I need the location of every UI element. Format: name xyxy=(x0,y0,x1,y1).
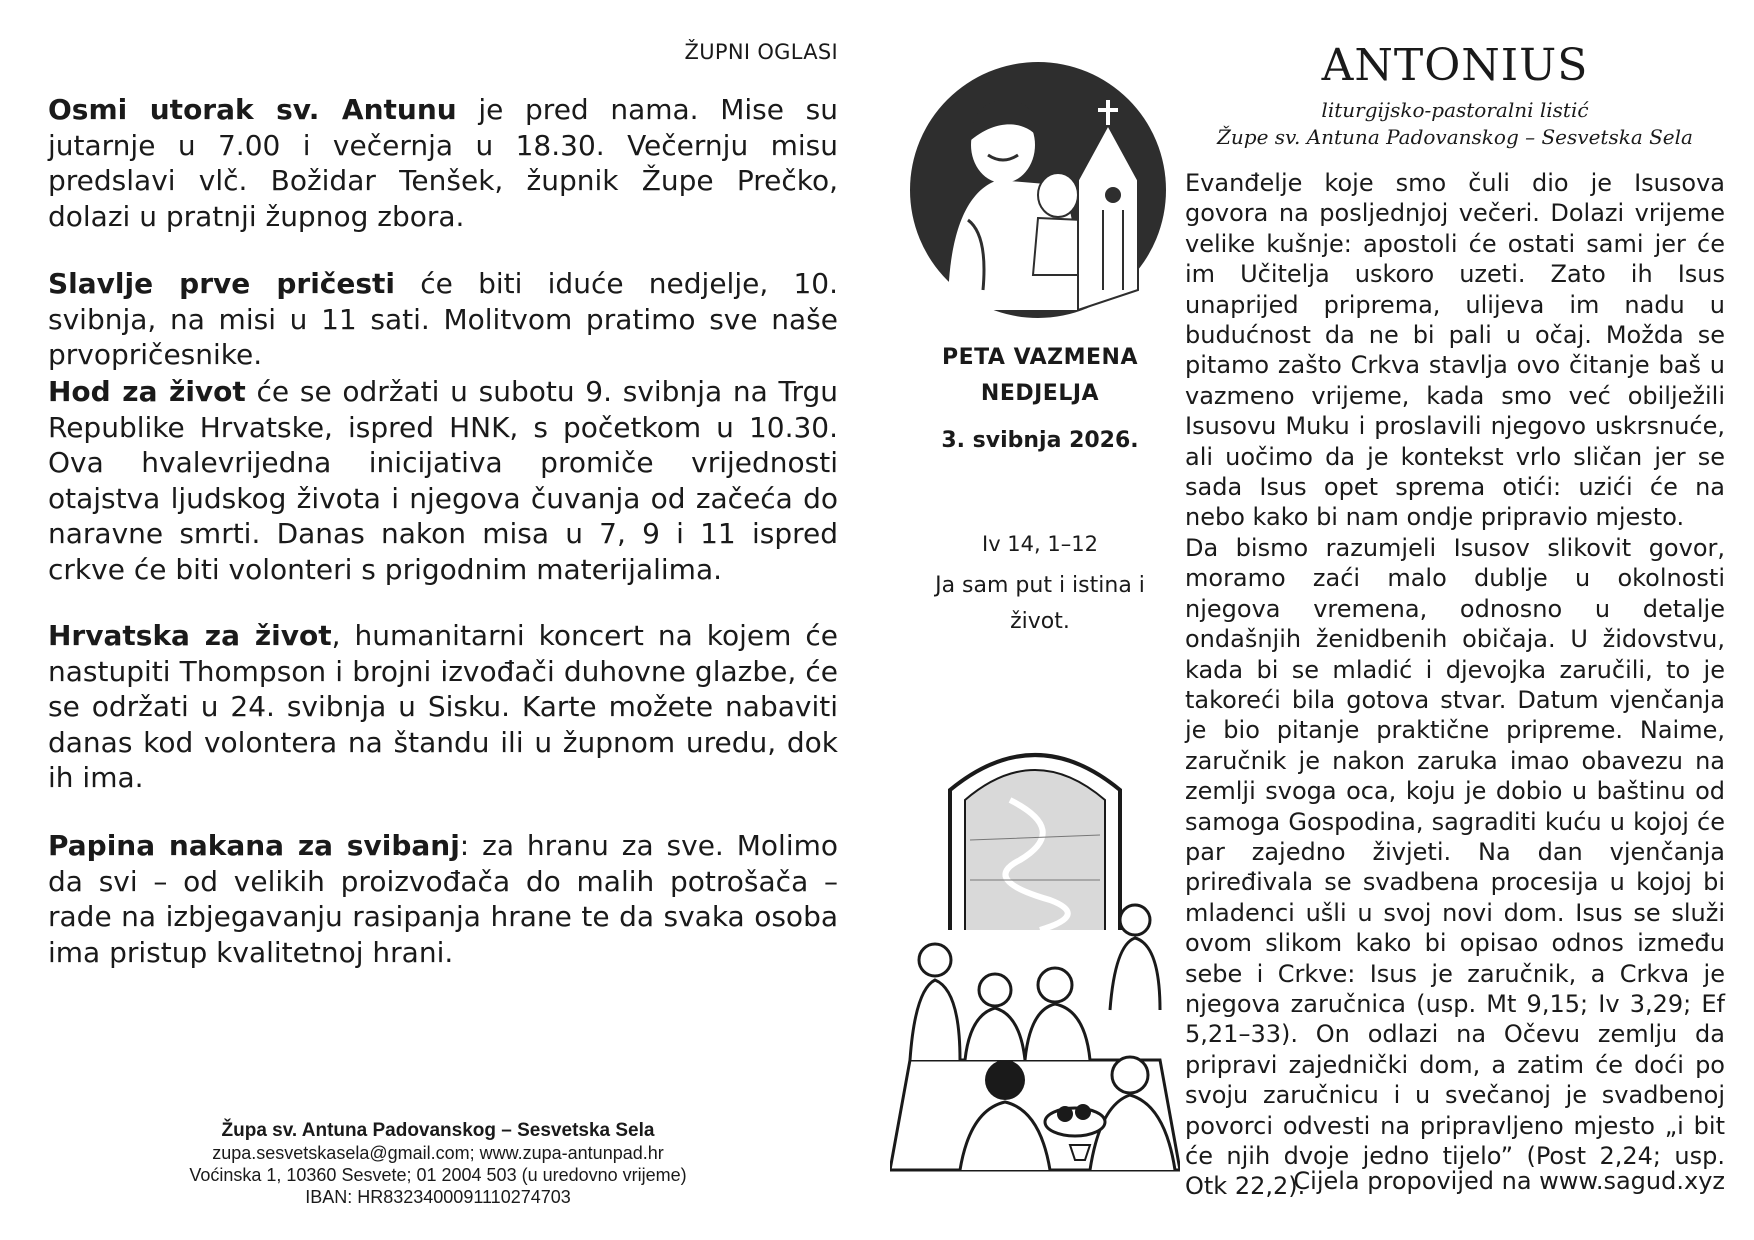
masthead-subtitle: liturgijsko-pastoralni listić xyxy=(1321,98,1589,122)
sunday-title xyxy=(880,340,1200,412)
footer-contact: zupa.sesvetskasela@gmail.com; www.zupa-antunpad.hr xyxy=(212,1143,664,1163)
announcement-item xyxy=(48,266,838,373)
announcement-title: Slavlje prve pričesti xyxy=(48,267,396,300)
parish-logo-icon xyxy=(908,60,1168,320)
announcements-header: ŽUPNI OGLASI xyxy=(684,40,838,64)
gospel-quote: Ja sam put i istina i život. xyxy=(935,573,1145,634)
announcement-text: će se održati u subotu 9. svibnja na Trgu Republike Hrvatske, ispred HNK, s početkom u 10.30. Ova hvalevrijedna inicijativa promiče vrijednosti otajstva ljudskog života i njegova čuvanja od začeća do naravne smrti. Danas nakon misa u 7, 9 i 11 ispred crkve će biti volonteri s prigodnim materijalima. xyxy=(48,375,838,586)
sunday-title-line2: NEDJELJA xyxy=(980,381,1100,406)
sunday-date: 3. svibnja 2026. xyxy=(941,428,1139,453)
announcement-text: će biti iduće nedjelje, 10. svibnja, na misi u 11 sati. Molitvom pratimo sve naše prvopričesnike. xyxy=(48,267,838,371)
announcements-column xyxy=(48,40,838,1220)
announcement-title: Papina nakana za svibanj xyxy=(48,829,460,862)
announcement-text: , humanitarni koncert na kojem će nastupiti Thompson i brojni izvođači duhovne glazbe, će se održati u 24. svibnja u Sisku. Karte možete nabaviti danas kod volontera na štandu ili u župnom uredu, dok ih ima. xyxy=(48,619,838,794)
announcement-item xyxy=(48,828,838,970)
gospel-reference: Iv 14, 1–12 xyxy=(982,532,1098,556)
footer-iban: IBAN: HR8323400091110274703 xyxy=(305,1187,571,1207)
announcement-item xyxy=(48,92,838,234)
announcement-text: je pred nama. Mise su jutarnje u 7.00 i večernja u 18.30. Večernju misu predslavi vlč. Božidar Tenšek, župnik Župe Prečko, dolazi u pratnji župnog zbora. xyxy=(48,93,838,233)
announcement-text: : za hranu za sve. Molimo da svi – od velikih proizvođača do malih potrošača – rade na izbjegavanju rasipanja hrane te da svaka osoba ima pristup kvalitetnoj hrani. xyxy=(48,829,838,969)
masthead-title: ANTONIUS xyxy=(1321,40,1589,91)
homily-link[interactable]: Cijela propovijed na www.sagud.xyz xyxy=(1293,1167,1725,1195)
announcement-item xyxy=(48,374,838,587)
announcement-item xyxy=(48,618,838,796)
masthead-parish: Župe sv. Antuna Padovanskog – Sesvetska Sela xyxy=(1217,125,1693,149)
homily-text xyxy=(1185,168,1725,1202)
homily-paragraph: Da bismo razumjeli Isusov slikovit govor, moramo zaći malo dublje u okolnosti njegova vremena, odnosno u detalje ondašnjih ženidbenih običaja. U židovstvu, kada bi se mladić i djevojka zaručili, to je takoreći bila gotova stvar. Datum vjenčanja je bio pitanje praktične pripreme. Naime, zaručnik je nakon zaruka imao obavezu na zemlji svoga oca, koju je dobio u baštinu od samoga Gospodina, sagraditi kuću u kojoj će par zajedno živjeti. Na dan vjenčanja priređivala se svadbena procesija u kojoj bi mladenci ušli u svoj novi dom. Isus se služi ovom slikom kako bi opisao odnos između sebe i Crkve: Isus je zaručnik, a Crkva je njegova zaručnica (usp. Mt 9,15; Iv 3,29; Ef 5,21–33). On odlazi na Očevu zemlju da pripravi zajednički dom, a zatim će doći po svoju zaručnicu i u svečanoj je svadbenoj povorci odvesti na pripravljeno mjesto „i bit će njih dvoje jedno tijelo” (Post 2,24; usp. Otk 22,2). xyxy=(1185,533,1725,1201)
parish-footer xyxy=(128,1120,748,1208)
middle-column xyxy=(880,50,1200,1230)
last-supper-illustration-icon xyxy=(890,730,1180,1175)
sunday-title-line1: PETA VAZMENA xyxy=(941,345,1138,370)
homily-paragraph: Evanđelje koje smo čuli dio je Isusova govora na posljednjoj večeri. Dolazi vrijeme velike kušnje: apostoli će ostati sami jer će im Učitelja uskoro uzeti. Zato ih Isus unaprijed priprema, ulijeva im nadu u budućnost da ne bi pali u očaj. Možda se pitamo zašto Crkva stavlja ovo čitanje baš u vazmeno vrijeme, kada smo već obilježili Isusovu Muku i proslavili njegovo uskrsnuće, ali uočimo da je kontekst vrlo sličan jer se sada Isus opet sprema otići: uzići će na nebo kako bi nam ondje pripravio mjesto. xyxy=(1185,169,1725,532)
footer-title: Župa sv. Antuna Padovanskog – Sesvetska Sela xyxy=(221,1120,655,1141)
announcement-title: Osmi utorak sv. Antunu xyxy=(48,93,457,126)
announcement-title: Hrvatska za život xyxy=(48,619,332,652)
footer-address: Voćinska 1, 10360 Sesvete; 01 2004 503 (u uredovno vrijeme) xyxy=(189,1165,687,1185)
homily-column xyxy=(1185,40,1725,1220)
announcement-title: Hod za život xyxy=(48,375,246,408)
